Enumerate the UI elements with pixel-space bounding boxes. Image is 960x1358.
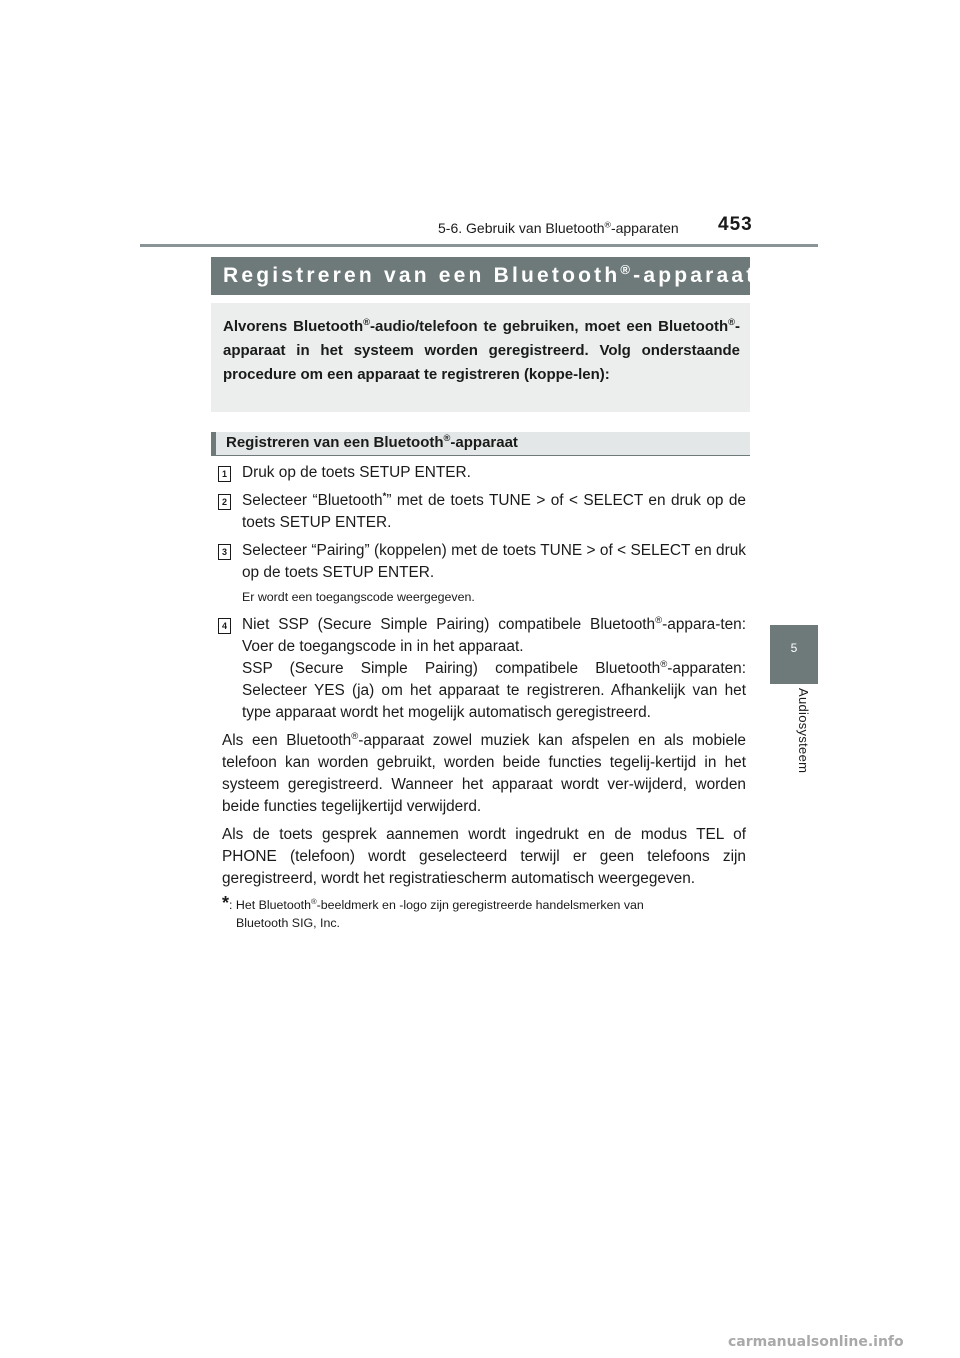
page-number: 453 [718,214,753,235]
content [222,462,746,932]
paragraph-dual-function: Als een Bluetooth®-apparaat zowel muziek kan afspelen en als mobiele telefoon kan worden gebruikt, worden beide functies tegelij-kertijd in het systeem geregistreerd. Wanneer het apparaat wordt ver-wijderd, worden beide functies tegelijkertijd verwijderd. [222,730,746,815]
step-1: 1 Druk op de toets SETUP ENTER. [222,462,746,484]
step-3: 3 Selecteer “Pairing” (koppelen) met de toets TUNE > of < SELECT en druk op de toets SETUP ENTER. [222,540,746,584]
step-3-note: Er wordt een toegangscode weergegeven. [242,590,475,604]
watermark-logo: carmanualsonline.info [728,1334,904,1350]
step-number-badge: 4 [218,618,231,634]
step-number-badge: 2 [218,494,231,510]
step-number-badge: 1 [218,466,231,482]
step-4: 4 Niet SSP (Secure Simple Pairing) compatibele Bluetooth®-appara-ten: Voer de toegangscode in in het apparaat. SSP (Secure Simple Pairing) compatibele Bluetooth®-apparaten: Selecteer YES (ja) om het apparaat te registreren. Afhankelijk van het type apparaat wordt het mogelijk automatisch geregistreerd. [222,614,746,724]
step-number-badge: 3 [218,544,231,560]
running-header: 5-6. Gebruik van Bluetooth®-apparaten [438,219,679,236]
paragraph-registration-screen: Als de toets gesprek aannemen wordt ingedrukt en de modus TEL of PHONE (telefoon) wordt geselecteerd terwijl er geen telefoons zijn geregistreerd, wordt het registratiescherm automatisch weergegeven. [222,826,746,887]
intro-box: Alvorens Bluetooth®-audio/telefoon te gebruiken, moet een Bluetooth®-apparaat in het systeem worden geregistreerd. Volg onderstaande procedure om een apparaat te registreren (koppe-len): [211,303,750,412]
header-rule [140,244,818,247]
footnote: *: Het Bluetooth®-beeldmerk en -logo zijn geregistreerde handelsmerken van Bluetooth SIG, Inc. [222,893,644,930]
chapter-tab: 5 [770,625,818,684]
chapter-label: Audiosysteem [796,688,811,774]
subheading: Registreren van een Bluetooth®-apparaat [211,432,750,456]
section-title: Registreren van een Bluetooth®-apparaat [211,257,750,295]
step-2: 2 Selecteer “Bluetooth*” met de toets TUNE > of < SELECT en druk op de toets SETUP ENTER. [222,490,746,534]
